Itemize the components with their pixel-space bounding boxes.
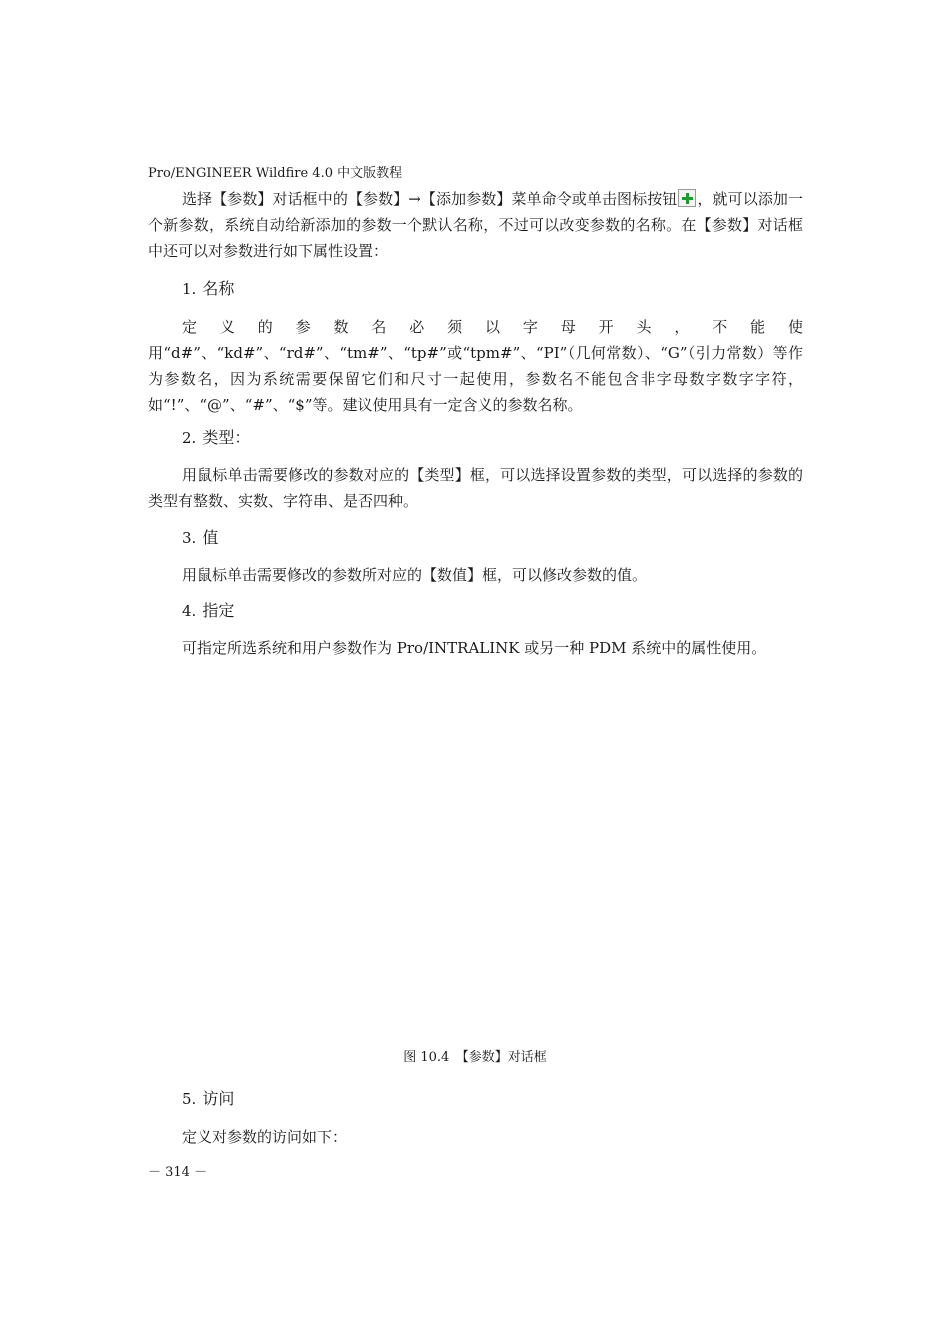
intro-text-after-icon: ，就可以添加一个新参数，系统自动给新添加的参数一个默认名称，不过可以改变参数的名称。在【参数】对话框中还可以对参数进行如下属性设置： xyxy=(148,190,803,260)
section-number: 4. xyxy=(182,602,197,620)
section-title: 类型： xyxy=(202,428,251,447)
section-title: 访问 xyxy=(202,1089,235,1108)
section-number: 5. xyxy=(182,1090,197,1108)
header-title-en: Pro/ENGINEER Wildfire 4.0 xyxy=(148,166,333,181)
section-heading-type xyxy=(182,427,250,449)
section-heading-value xyxy=(182,527,218,549)
section-paragraph-access: 定义对参数的访问如下： xyxy=(182,1128,348,1146)
add-parameter-icon xyxy=(678,189,696,207)
section-paragraph-value: 用鼠标单击需要修改的参数所对应的【数值】框，可以修改参数的值。 xyxy=(182,566,648,584)
section-number: 3. xyxy=(182,529,197,547)
intro-paragraph xyxy=(148,186,803,264)
section-heading-access xyxy=(182,1088,234,1110)
page-number: － 314 － xyxy=(148,1165,208,1180)
section-title: 名称 xyxy=(202,279,235,298)
header-title-cn: 中文版教程 xyxy=(337,166,403,181)
section-heading-name xyxy=(182,278,234,300)
section-title: 值 xyxy=(202,528,219,547)
section-title: 指定 xyxy=(202,601,235,620)
section-heading-designate xyxy=(182,600,234,622)
figure-caption: 图 10.4 【参数】对话框 xyxy=(403,1050,547,1065)
section-paragraph-type: 用鼠标单击需要修改的参数对应的【类型】框，可以选择设置参数的类型，可以选择的参数的类型有整数、实数、字符串、是否四种。 xyxy=(148,466,803,510)
section-paragraph-designate: 可指定所选系统和用户参数作为 Pro/INTRALINK 或另一种 PDM 系统中的属性使用。 xyxy=(182,639,767,657)
page-header xyxy=(148,165,402,183)
section-paragraph-name: 定义的参数名必须以字母开头，不能使用“d#”、“kd#”、“rd#”、“tm#”、“tp#”或“tpm#”、“PI”（几何常数）、“G”（引力常数）等作为参数名，因为系统需要保留它们和尺寸一起使用，参数名不能包含非字母数字数字字符，如“!”、“@”、“#”、“$”等。建议使用具有一定含义的参数名称。 xyxy=(148,318,803,414)
section-number: 2. xyxy=(182,429,197,447)
section-number: 1. xyxy=(182,280,197,298)
intro-text-before-icon: 选择【参数】对话框中的【参数】→【添加参数】菜单命令或单击图标按钮 xyxy=(182,190,678,208)
